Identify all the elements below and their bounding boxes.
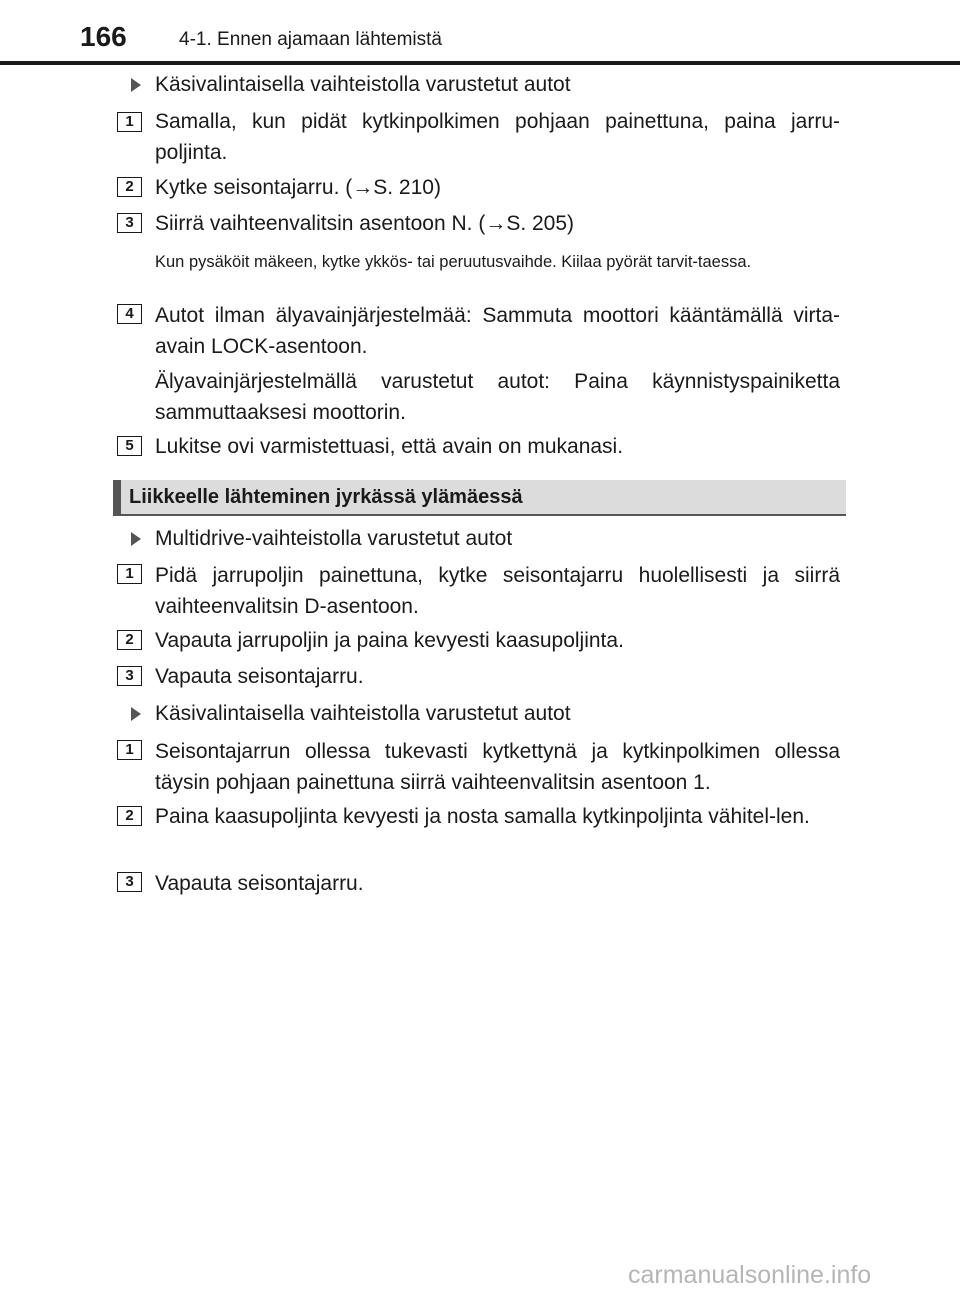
multidrive-heading: Multidrive-vaihteistolla varustetut autot <box>155 527 513 550</box>
step-number-badge: 2 <box>117 806 142 826</box>
step-text-continued: Älyavainjärjestelmällä varustetut autot: Paina käynnistyspainiketta sammuttaaksesi moottorin. <box>155 370 840 424</box>
triangle-bullet-icon <box>131 78 141 92</box>
section-heading-bar <box>113 480 846 514</box>
manual-transmission-heading: Käsivalintaisella vaihteistolla varustetut autot <box>155 73 571 96</box>
step-text: Vapauta seisontajarru. <box>155 665 364 688</box>
step-number-badge: 2 <box>117 177 142 197</box>
step-number-badge: 2 <box>117 630 142 650</box>
step-number-badge: 5 <box>117 436 142 456</box>
watermark: carmanualsonline.info <box>628 1261 872 1289</box>
triangle-bullet-icon <box>131 707 141 721</box>
step-text: Vapauta jarrupoljin ja paina kevyesti kaasupoljinta. <box>155 629 624 652</box>
note-text: Kun pysäköit mäkeen, kytke ykkös- tai peruutusvaihde. Kiilaa pyörät tarvit-taessa. <box>155 253 752 271</box>
step-number-badge: 3 <box>117 666 142 686</box>
step-number-badge: 1 <box>117 564 142 584</box>
step-number-badge: 1 <box>117 740 142 760</box>
step-text: Samalla, kun pidät kytkinpolkimen pohjaan painettuna, paina jarru-poljinta. <box>155 110 840 164</box>
section-title: Liikkeelle lähteminen jyrkässä ylämäessä <box>129 486 523 508</box>
step-text: Vapauta seisontajarru. <box>155 872 364 895</box>
step-number-badge: 3 <box>117 213 142 233</box>
step-text: Autot ilman älyavainjärjestelmää: Sammuta moottori kääntämällä virta-avain LOCK-asentoon. <box>155 304 840 358</box>
step-text: Kytke seisontajarru. (→S. 210) <box>155 176 441 199</box>
manual-transmission-heading: Käsivalintaisella vaihteistolla varustetut autot <box>155 702 571 725</box>
step-text: Paina kaasupoljinta kevyesti ja nosta samalla kytkinpoljinta vähitel-len. <box>155 805 810 828</box>
chapter-title: 4-1. Ennen ajamaan lähtemistä <box>179 29 442 50</box>
step-number-badge: 1 <box>117 112 142 132</box>
triangle-bullet-icon <box>131 532 141 546</box>
step-text: Pidä jarrupoljin painettuna, kytke seisontajarru huolellisesti ja siirrä vaihteenvalitsin D-asentoon. <box>155 564 840 618</box>
header-divider <box>0 61 960 65</box>
page-number: 166 <box>80 21 127 52</box>
step-text: Seisontajarrun ollessa tukevasti kytkettynä ja kytkinpolkimen ollessa täysin pohjaan painettuna siirrä vaihteenvalitsin asentoon 1. <box>155 740 840 794</box>
step-text: Lukitse ovi varmistettuasi, että avain on mukanasi. <box>155 435 624 458</box>
page-header <box>0 0 960 60</box>
step-text: Siirrä vaihteenvalitsin asentoon N. (→S. 205) <box>155 212 575 235</box>
step-number-badge: 4 <box>117 304 142 324</box>
step-number-badge: 3 <box>117 872 142 892</box>
